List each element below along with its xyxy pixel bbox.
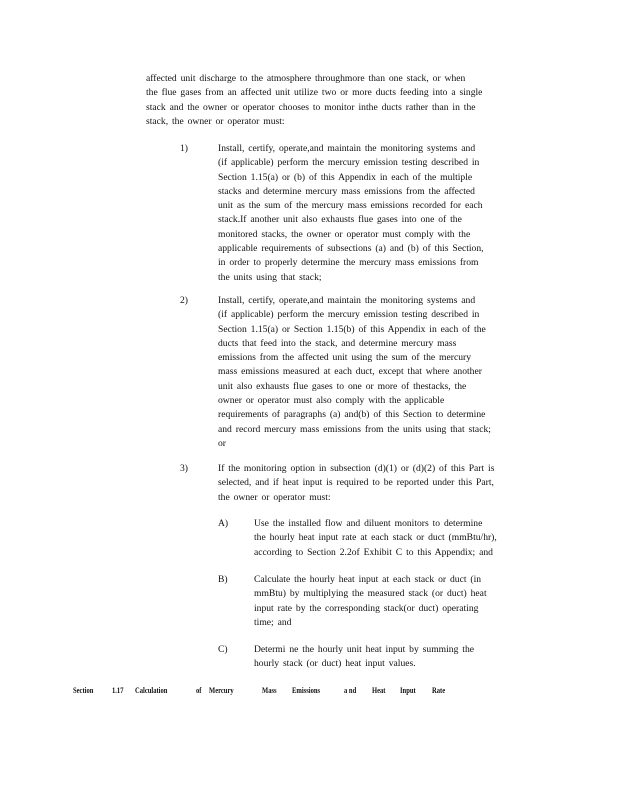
item-3-number: 3) (180, 463, 188, 474)
footer-section-label: Section (73, 686, 94, 695)
footer-word: Mass (262, 686, 277, 695)
subitem-a-number: A) (218, 518, 229, 529)
item-2-number: 2) (180, 295, 188, 306)
footer-word: a nd (344, 686, 357, 695)
subitem-c-number: C) (218, 644, 228, 655)
item-1-text: Install, certify, operate,and maintain the monitoring systems and (if applicable) perform the mercury emission testing described in Section 1.15(a) or (b) of this Appendix in each of the multiple stacks and determine mercury mass emissions from the affected unit as the sum of the mercury mass emissions recorded for each stack.If another unit also exhausts flue gases into one of the monitored stacks, the owner or operator must comply with the applicable requirements of subsections (a) and (b) of this Section, in order to properly determine the mercury mass emissions from the units using that stack; (218, 143, 484, 283)
subitem-a-text: Use the installed flow and diluent monitors to determine the hourly heat input rate at each stack or duct (mmBtu/hr), according to Section 2.2of Exhibit C to this Appendix; and (254, 518, 497, 558)
footer-word: of (196, 686, 202, 695)
footer-section-number: 1.17 (112, 686, 124, 695)
subitem-b-text: Calculate the hourly heat input at each stack or duct (in mmBtu) by multiplying the measured stack (or duct) heat input rate by the corresponding stack(or duct) operating time; and (254, 574, 487, 628)
item-1-number: 1) (180, 143, 188, 154)
footer-word: Mercury (209, 686, 234, 695)
intro-paragraph: affected unit discharge to the atmosphere throughmore than one stack, or when the flue gases from an affected unit utilize two or more ducts feeding into a single stack and the owner or operator chooses to monitor inthe ducts rather than in the stack, the owner or operator must: (146, 73, 483, 127)
footer-word: Heat (372, 686, 386, 695)
footer-word: Calculation (135, 686, 168, 695)
subitem-b-number: B) (218, 574, 228, 585)
footer-word: Rate (432, 686, 446, 695)
footer-word: Emissions (292, 686, 321, 695)
subitem-c-text: Determi ne the hourly unit heat input by summing the hourly stack (or duct) heat input values. (254, 644, 474, 670)
footer-word: Input (400, 686, 416, 695)
section-footer (0, 686, 618, 700)
item-3-text: If the monitoring option in subsection (d)(1) or (d)(2) of this Part is selected, and if heat input is required to be reported under this Part, the owner or operator must: (218, 463, 495, 503)
item-2-text: Install, certify, operate,and maintain the monitoring systems and (if applicable) perform the mercury emission testing described in Section 1.15(a) or Section 1.15(b) of this Appendix in each of the ducts that feed into the stack, and determine mercury mass emissions from the affected unit using the sum of the mercury mass emissions measured at each duct, except that where another unit also exhausts flue gases to one or more of thestacks, the owner or operator must also comply with the applicable requirements of paragraphs (a) and(b) of this Section to determine and record mercury mass emissions from the units using that stack; or (218, 295, 491, 449)
